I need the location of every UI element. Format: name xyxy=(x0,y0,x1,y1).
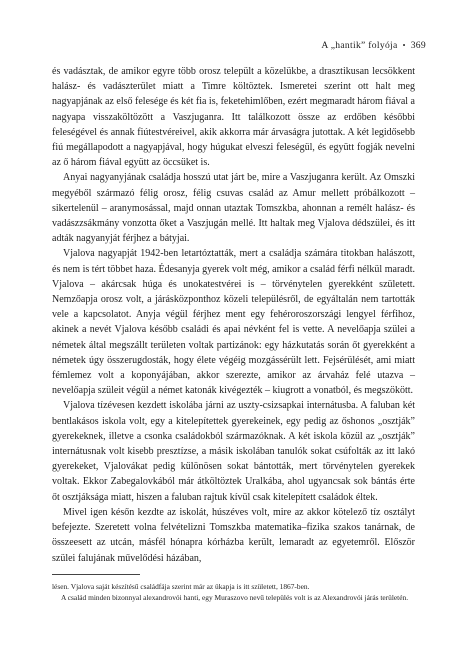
footnotes xyxy=(52,581,415,603)
page-number: 369 xyxy=(410,40,426,51)
paragraph: és vadásztak, de amikor egyre több orosz települt a közelükbe, a drasztikusan lecsökkent halász- és vadászterület miatt a Timre költöztek. Ismeretei szerint ott halt meg nagyapjának az első felesége és két fia is, feketehimlőben, ezért megmaradt három fiával a nagyapa visszaköltözött a Vaszjuganra. Itt találkozott össze az erdőben későbbi feleségével és annak fiútestvéreivel, akik akkorra már árvaságra jutottak. A két legidősebb fiú megállapodott a nagyapjával, hogy húgukat elveszi feleségül, és együtt fogják nevelni az ő három fiával együtt az öccsüket is. xyxy=(52,66,415,169)
paragraph: Mivel igen későn kezdte az iskolát, húszéves volt, mire az akkor kötelező tíz osztályt befejezte. Szeretett volna felvételizni Tomszkba matematika–fizika szakos tanárnak, de összeesett az utcán, másfél hónapra kórházba került, lemaradt az egyetemről. Először szülei falujának művelődési házában, xyxy=(52,506,415,564)
paragraph: Vjalova tízévesen kezdett iskolába járni az uszty-csizsapkai internátusba. A faluban két bentlakásos iskola volt, egy a kitelepítettek gyerekeinek, egy pedig az őshonos „osztják” gyerekeknek, illetve a csonka családokból származóknak. A két iskola közül az „osztják” internátusnak volt kisebb presztízse, a másik iskolában tanulók sokat csúfolták az itt lakó gyerekeket, Vjalovákat pedig különösen sokat bántották, mert törvénytelen gyerekek voltak. Ekkor Zabegalovkából már átköltöztek Uralkába, ahol ugyancsak sok bántás érte őt osztjáksága miatt, hiszen a faluban rajtuk kívül csak kitelepített családok éltek. xyxy=(52,400,415,503)
footnote-text: A család minden bizonnyal alexandrovói hanti, egy Muraszovo nevű település volt is az Alexandrovói járás területén. xyxy=(61,593,409,602)
running-title: A „hantik” folyója xyxy=(321,40,398,51)
paragraph: Anyai nagyanyjának családja hosszú utat járt be, mire a Vaszjuganra került. Az Omszki megyéből származó félig orosz, félig csuvas család az Amur mellett próbálkozott – sikertelenül – aranymosással, majd onnan utaztak Tomszkba, ahonnan a remélt halász- és vadászzsákmány vonzotta őket a Vaszjugán mellé. Itt haltak meg Vjalova dédszülei, és itt adták nagyanyját férjhez a bátyjai. xyxy=(52,172,415,245)
header-separator: • xyxy=(402,41,406,50)
footnote-divider xyxy=(52,574,140,575)
footnote-text: lésen. Vjalova saját készítésű családfája szerint már az ükapja is itt született, 1867-ben. xyxy=(52,582,310,591)
paragraph: Vjalova nagyapját 1942-ben letartóztatták, mert a családja számára titokban halászott, és nem is tért többet haza. Édesanyja gyerek volt még, amikor a család férfi nélkül maradt. Vjalova – akárcsak húga és unokatestvérei is – törvénytelen gyerekként született. Nemzőapja orosz volt, a járásközponthoz közeli településről, de egyáltalán nem tartották vele a kapcsolatot. Anyja végül férjhez ment egy fehéroroszországi lengyel férfihoz, akinek a nevét Vjalova később családi és apai névként fel is vette. A nevelőapja szülei a németek által megszállt területen voltak partizánok: egy házkutatás során őt gyerekként a németek úgy összerugdosták, hogy élete végéig mozgássérült lett. Fejsérülését, ami miatt fémlemez volt a koponyájában, akkor szerezte, amikor az árvaház felé utazva – nevelőapja szüleit végül a német katonák kivégezték – kiugrott a vonatból, és megszökött. xyxy=(52,248,415,397)
running-header xyxy=(321,40,426,51)
main-text xyxy=(52,64,415,566)
